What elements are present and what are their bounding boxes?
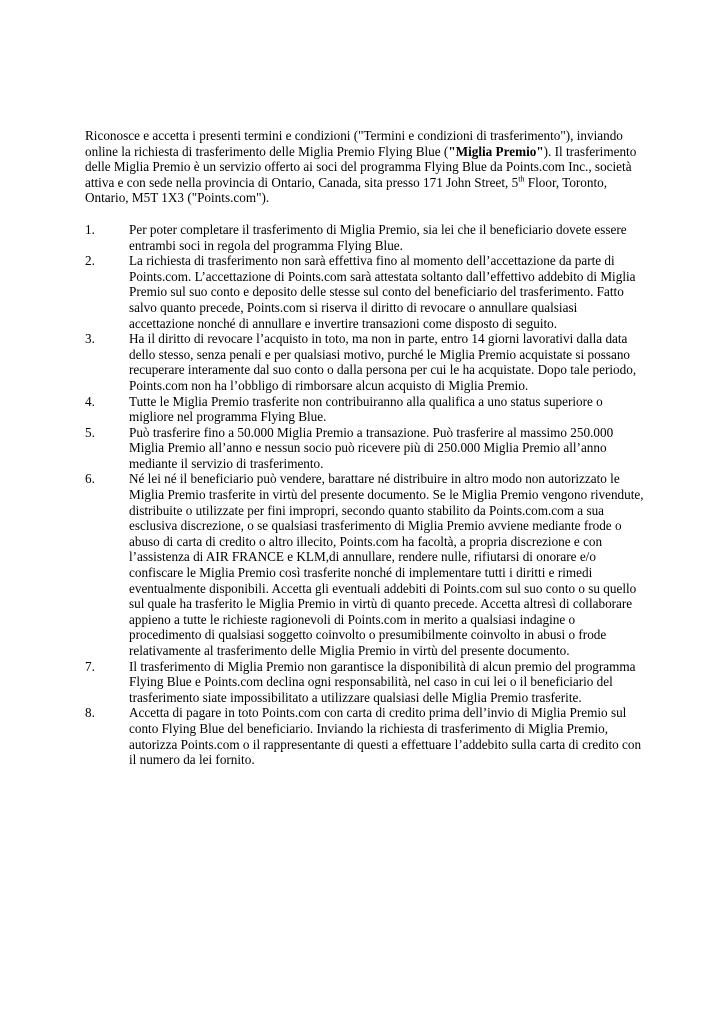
intro-text-part1: Riconosce e accetta i presenti termini e condizioni ("Termini e condizioni di trasferimento"), inviando online la richiesta di trasferimento delle Miglia Premio Flying Blue ( [85, 128, 623, 159]
item-number: 6. [85, 471, 95, 487]
terms-item [85, 331, 645, 393]
item-text: Per poter completare il trasferimento di Miglia Premio, sia lei che il beneficiario dovete essere entrambi soci in regola del programma Flying Blue. [129, 221, 627, 253]
item-text: Accetta di pagare in toto Points.com con carta di credito prima dell’invio di Miglia Premio sul conto Flying Blue del beneficiario. Inviando la richiesta di trasferimento di Miglia Premio, autorizza Points.com o il rappresentante di questi a effettuare l’addebito sulla carta di credito con il numero da lei fornito. [129, 705, 642, 768]
terms-item [85, 253, 645, 331]
item-text: Ha il diritto di revocare l’acquisto in toto, ma non in parte, entro 14 giorni lavorativi dalla data dello stesso, senza penali e per qualsiasi motivo, purché le Miglia Premio acquistate si possano recuperare interamente dal suo conto o dalla persona per cui le ha acquistate. Dopo tale periodo, Points.com non ha l’obbligo di rimborsare alcun acquisto di Miglia Premio. [129, 331, 637, 393]
terms-item [85, 425, 645, 472]
item-number: 5. [85, 424, 95, 440]
terms-item [85, 705, 645, 767]
terms-item [85, 659, 645, 706]
item-number: 3. [85, 331, 95, 347]
item-text: Né lei né il beneficiario può vendere, barattare né distribuire in altro modo non autorizzato le Miglia Premio trasferite in virtù del presente documento. Se le Miglia Premio vengono rivendute, distribuite o utilizzate per fini impropri, secondo quanto stabilito da Points.com.com a sua esclusiva discrezione, o se qualsiasi trasferimento di Miglia Premio avviene mediante frode o abuso di carta di credito o altro illecito, Points.com ha facoltà, a propria discrezione e con l’assistenza di AIR FRANCE e KLM,di annullare, rendere nulle, rifiutarsi di onorare e/o confiscare le Miglia Premio così trasferite nonché di implementare tutti i diritti e rimedi eventualmente disponibili. Accetta gli eventuali addebiti di Points.com sul suo conto o su quello sul quale ha trasferito le Miglia Premio in virtù di quanto precede. Accetta altresì di collaborare appieno a tutte le richieste ragionevoli di Points.com in merito a qualsiasi indagine o procedimento di qualsiasi soggetto coinvolto o presumibilmente coinvolto in abusi o frode relativamente al trasferimento delle Miglia Premio in virtù del presente documento. [129, 471, 644, 658]
item-text: Può trasferire fino a 50.000 Miglia Premio a transazione. Può trasferire al massimo 250.000 Miglia Premio all’anno e nessun socio può ricevere più di 250.000 Miglia Premio all’anno mediante il servizio di trasferimento. [129, 424, 614, 471]
item-number: 1. [85, 221, 95, 237]
document-page [85, 128, 645, 768]
item-number: 8. [85, 705, 95, 721]
intro-bold-term: "Miglia Premio" [448, 143, 544, 159]
item-text: Il trasferimento di Miglia Premio non garantisce la disponibilità di alcun premio del programma Flying Blue e Points.com declina ogni responsabilità, nel caso in cui lei o il beneficiario del trasferimento siate impossibilitato a utilizzare qualsiasi delle Miglia Premio trasferite. [129, 658, 636, 705]
item-number: 4. [85, 393, 95, 409]
item-text: La richiesta di trasferimento non sarà effettiva fino al momento dell’accettazione da parte di Points.com. L’accettazione di Points.com sarà attestata soltanto dall’effettivo addebito di Miglia Premio sul suo conto e deposito delle stesse sul conto del beneficiario del trasferimento. Fatto salvo quanto precede, Points.com si riserva il diritto di revocare o annullare qualsiasi accettazione nonché di annullare e invertire transazioni come disposto di seguito. [129, 253, 636, 331]
terms-item [85, 471, 645, 658]
terms-list [85, 222, 645, 768]
intro-text-part2: ). Il trasferimento delle Miglia Premio è un servizio offerto ai soci del programma Flying Blue da Points.com Inc., società attiva e con sede nella provincia di Ontario, Canada, sita presso 171 John Street, 5 [85, 143, 637, 190]
intro-superscript: th [518, 174, 525, 184]
item-number: 2. [85, 253, 95, 269]
item-number: 7. [85, 658, 95, 674]
item-text: Tutte le Miglia Premio trasferite non contribuiranno alla qualifica a uno status superiore o migliore nel programma Flying Blue. [129, 393, 603, 425]
intro-paragraph [85, 128, 645, 206]
intro-text-part3: Floor, Toronto, Ontario, M5T 1X3 ("Points.com"). [85, 174, 608, 206]
terms-item [85, 394, 645, 425]
terms-item [85, 222, 645, 253]
